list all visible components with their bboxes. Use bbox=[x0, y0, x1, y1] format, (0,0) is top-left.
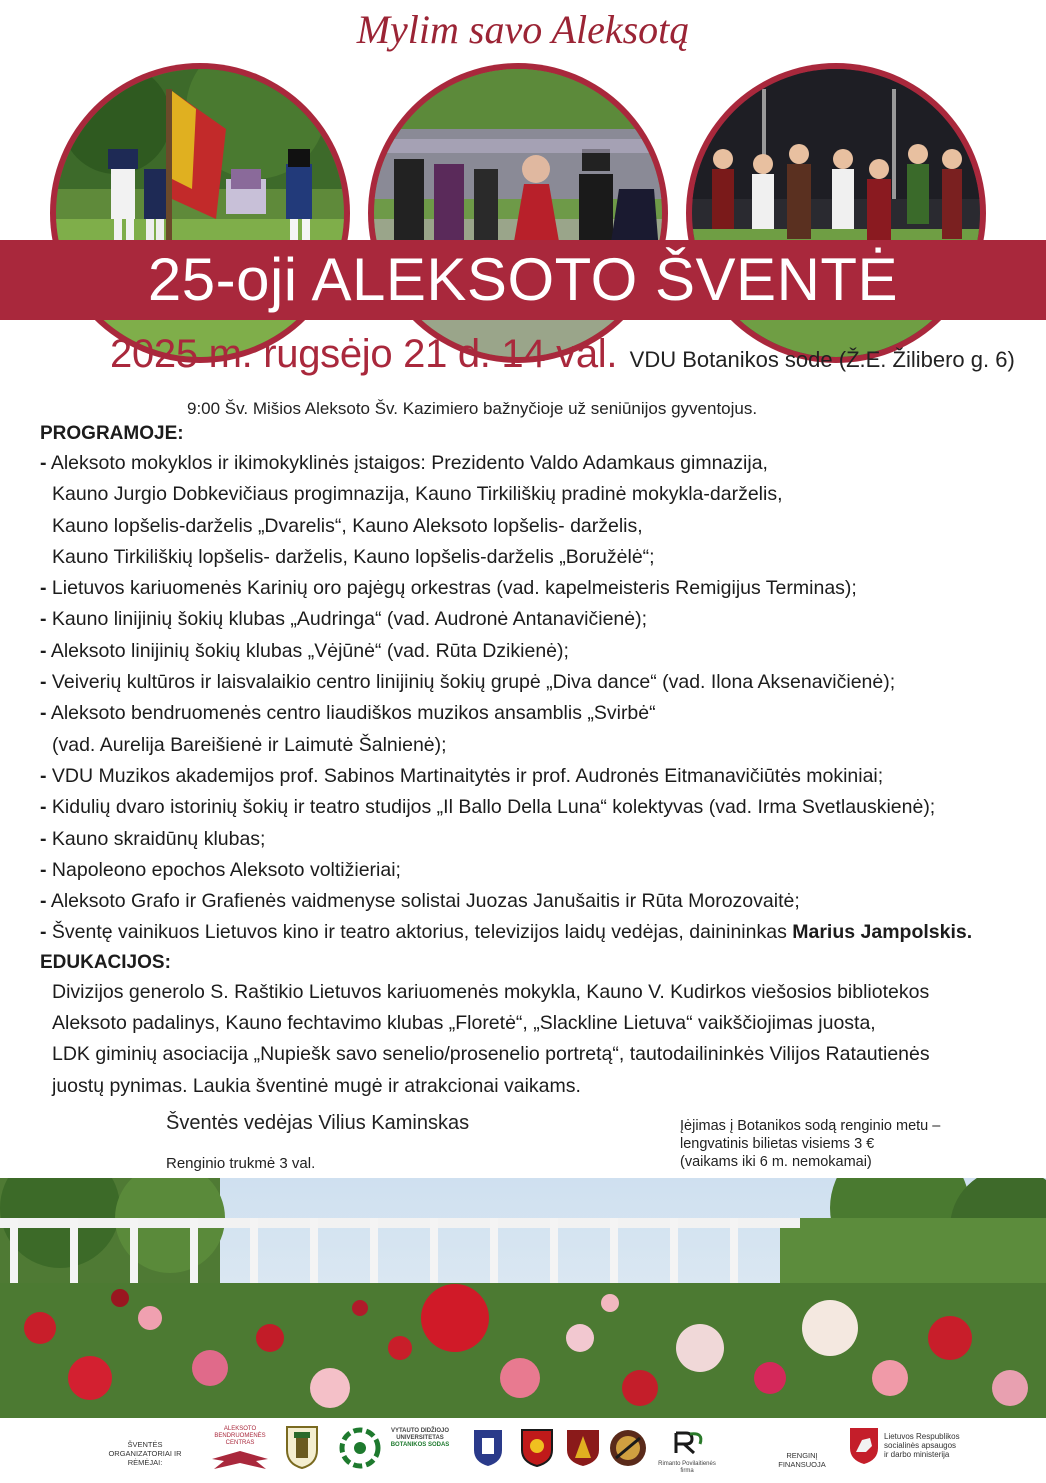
organizers-label-line: ŠVENTĖS bbox=[127, 1440, 163, 1449]
program-item-text: Lietuvos kariuomenės Karinių oro pajėgų orkestras (vad. kapelmeisteris Remigijus Terminas); bbox=[46, 577, 857, 600]
funder-label: RENGINĮ FINANSUOJA bbox=[778, 1451, 826, 1469]
program-dash: - bbox=[40, 608, 47, 631]
program-dash: - bbox=[40, 671, 47, 694]
aleksoto-logo-line: CENTRAS bbox=[225, 1440, 255, 1446]
vytis-coat-of-arms-icon bbox=[848, 1426, 880, 1466]
program-item bbox=[40, 636, 1030, 667]
program-item bbox=[40, 761, 1030, 792]
military-crest-logo bbox=[520, 1428, 554, 1473]
education-item: Aleksoto padalinys, Kauno fechtavimo klubas „Floretė“, „Slackline Lietuva“ vaikščiojimas juosta, bbox=[52, 1012, 876, 1035]
education-heading: EDUKACIJOS: bbox=[40, 951, 171, 973]
vdu-logo-line: UNIVERSITETAS bbox=[396, 1435, 444, 1441]
ministry-coat-of-arms bbox=[848, 1426, 880, 1471]
shield-icon bbox=[472, 1428, 504, 1468]
round-emblem-icon bbox=[608, 1428, 648, 1468]
program-item bbox=[40, 542, 1030, 573]
event-title: 25-oji ALEKSOTO ŠVENTĖ bbox=[147, 246, 899, 313]
slogan: Mylim savo Aleksotą bbox=[356, 7, 690, 52]
program-dash: - bbox=[40, 796, 47, 819]
program-item-text: Aleksoto Grafo ir Grafienės vaidmenyse solistai Juozas Janušaitis ir Rūta Morozovaitė; bbox=[46, 890, 800, 913]
garden-photo bbox=[0, 1178, 1046, 1418]
program-item-text: Kauno lopšelis-darželis „Dvarelis“, Kauno Aleksoto lopšelis- darželis, bbox=[52, 514, 643, 537]
vdu-logo-line: BOTANIKOS SODAS bbox=[390, 1442, 450, 1448]
crest-icon bbox=[284, 1424, 320, 1470]
program-dash: - bbox=[40, 452, 47, 474]
education-item: juostų pynimas. Laukia šventinė mugė ir atrakcionai vaikams. bbox=[52, 1074, 581, 1097]
event-title-banner bbox=[0, 240, 1046, 320]
program-dash: - bbox=[40, 921, 47, 944]
shield-icon bbox=[520, 1428, 554, 1468]
program-dash: - bbox=[40, 827, 47, 850]
program-item bbox=[40, 886, 1030, 917]
program-dash: - bbox=[40, 639, 47, 662]
program-section bbox=[40, 420, 1030, 1102]
vdu-logo-line: VYTAUTO DIDŽIOJO bbox=[390, 1428, 450, 1434]
event-date: 2025 m. rugsėjo 21 d. 14 val. bbox=[110, 332, 618, 376]
program-heading: PROGRAMOJE: bbox=[40, 423, 184, 444]
program-item bbox=[40, 667, 1030, 698]
education-item: Divizijos generolo S. Raštikio Lietuvos kariuomenės mokykla, Kauno V. Kudirkos viešosios bibliotekos bbox=[52, 980, 930, 1003]
program-item bbox=[40, 511, 1030, 542]
program-item bbox=[40, 698, 1030, 729]
program-item-text: Aleksoto mokyklos ir ikimokyklinės įstaigos: Prezidento Valdo Adamkaus gimnazija, bbox=[46, 452, 768, 474]
program-item-text: Kidulių dvaro istorinių šokių ir teatro studijos „Il Ballo Della Luna“ kolektyvas (vad. Irma Svetlauskienė); bbox=[46, 796, 936, 819]
aleksotas-crest-logo bbox=[284, 1424, 320, 1475]
program-list bbox=[40, 448, 1030, 917]
air-force-crest-logo bbox=[565, 1428, 601, 1473]
program-item bbox=[40, 448, 1030, 479]
program-item-text: Kauno Jurgio Dobkevičiaus progimnazija, Kauno Tirkiliškių pradinė mokykla-darželis, bbox=[52, 483, 783, 506]
rp-monogram-icon bbox=[652, 1430, 722, 1456]
ministry-name bbox=[884, 1432, 974, 1459]
program-dash: - bbox=[40, 764, 47, 787]
flower-ring-logo bbox=[338, 1426, 382, 1475]
program-dash: - bbox=[40, 858, 47, 881]
sponsors-bar bbox=[0, 1418, 1046, 1483]
organizers-label-line: ORGANIZATORIAI IR RĖMĖJAI: bbox=[108, 1449, 182, 1467]
program-item bbox=[40, 604, 1030, 635]
program-item bbox=[40, 855, 1030, 886]
host-line: Šventės vedėjas Vilius Kaminskas bbox=[166, 1112, 470, 1134]
ministry-line: socialinės apsaugos bbox=[884, 1441, 957, 1450]
program-item-text: VDU Muzikos akademijos prof. Sabinos Martinaitytės ir prof. Audronės Eitmanavičiūtės mokiniai; bbox=[46, 764, 884, 787]
entry-line: Įėjimas į Botanikos sodą renginio metu – bbox=[680, 1118, 941, 1134]
vdu-botanical-logo bbox=[385, 1428, 455, 1449]
date-place-line bbox=[110, 332, 1030, 377]
aleksoto-community-logo bbox=[210, 1426, 270, 1480]
event-place: VDU Botanikos sode (Ž.E. Žilibero g. 6) bbox=[629, 347, 1015, 372]
program-dash: - bbox=[40, 890, 47, 913]
shield-icon bbox=[565, 1428, 601, 1468]
program-item-text: Napoleono epochos Aleksoto voltižieriai; bbox=[46, 858, 401, 881]
aleksoto-logo-line: ALEKSOTO bbox=[223, 1426, 257, 1432]
entry-line: lengvatinis bilietas visiems 3 € bbox=[680, 1136, 875, 1152]
program-item-text: Kauno Tirkiliškių lopšelis- darželis, Kauno lopšelis-darželis „Boružėlė“; bbox=[52, 545, 655, 568]
education-item: LDK giminių asociacija „Nupiešk savo senelio/prosenelio portretą“, tautodailininkės Vilijos Ratautienės bbox=[52, 1043, 930, 1066]
program-item-text: Aleksoto bendruomenės centro liaudiškos muzikos ansamblis „Svirbė“ bbox=[46, 702, 656, 725]
program-item bbox=[40, 479, 1030, 510]
organizers-label bbox=[100, 1440, 190, 1467]
mass-notice: 9:00 Šv. Mišios Aleksoto Šv. Kazimiero bažnyčioje už seniūnijos gyventojus. bbox=[187, 399, 758, 418]
program-item bbox=[40, 824, 1030, 855]
program-item bbox=[40, 730, 1030, 761]
program-item-text: Kauno linijinių šokių klubas „Audringa“ (vad. Audronė Antanavičienė); bbox=[46, 608, 648, 631]
program-item bbox=[40, 792, 1030, 823]
program-item-text: (vad. Aurelija Bareišienė ir Laimutė Šalnienė); bbox=[52, 733, 447, 756]
duration-line: Renginio trukmė 3 val. bbox=[166, 1155, 316, 1172]
kaunas-crest-logo bbox=[472, 1428, 504, 1473]
rimantas-caption: Rimanto Povilaitienės firma bbox=[658, 1461, 716, 1474]
entry-info bbox=[680, 1117, 940, 1171]
program-item-text: Aleksoto linijinių šokių klubas „Vėjūnė“ (vad. Rūta Dzikienė); bbox=[46, 639, 569, 662]
program-item-last bbox=[40, 917, 1030, 948]
education-list bbox=[40, 977, 1030, 1102]
program-item bbox=[40, 573, 1030, 604]
leaf-ring-icon bbox=[338, 1426, 382, 1470]
entry-line: (vaikams iki 6 m. nemokamai) bbox=[680, 1154, 872, 1170]
program-item-text: Šventę vainikuos Lietuvos kino ir teatro aktorius, televizijos laidų vedėjas, dainininkas bbox=[46, 921, 793, 944]
fencing-club-logo bbox=[608, 1428, 648, 1473]
wings-icon bbox=[210, 1447, 270, 1475]
aleksoto-logo-line: BENDRUOMENĖS bbox=[214, 1433, 266, 1439]
headliner-name: Marius Jampolskis. bbox=[792, 921, 973, 944]
program-dash: - bbox=[40, 702, 47, 725]
program-item-text: Veiverių kultūros ir laisvalaikio centro linijinių šokių grupė „Diva dance“ (vad. Ilona Aksenavičienė); bbox=[46, 671, 896, 694]
ministry-line: Lietuvos Respublikos bbox=[884, 1432, 960, 1441]
ministry-line: ir darbo ministerija bbox=[884, 1450, 950, 1459]
program-item-text: Kauno skraidūnų klubas; bbox=[46, 827, 266, 850]
rimantas-firm-logo bbox=[652, 1430, 722, 1475]
program-dash: - bbox=[40, 577, 47, 600]
